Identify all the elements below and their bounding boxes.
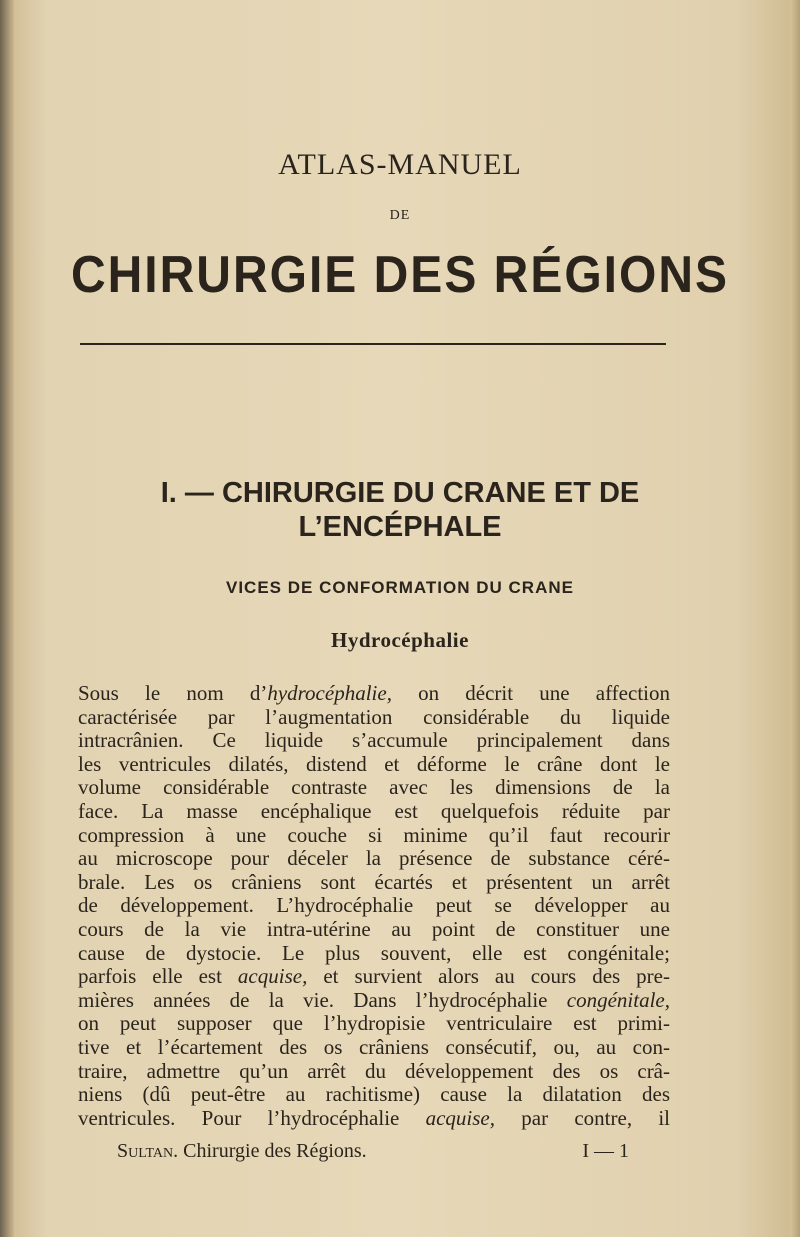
text-run: les ventricules dilatés, distend et déforme le crâne dont le [78,751,670,776]
text-run: intracrânien. Ce liquide s’accumule principalement dans [78,728,670,753]
text-run: face. La masse encéphalique est quelquefois réduite par [78,798,670,823]
footer-signature: I — 1 [582,1140,629,1162]
footer-author: Sultan. [117,1140,179,1162]
text-run: on peut supposer que l’hydropisie ventriculaire est primi- [78,1011,670,1036]
paragraph-line [78,894,670,918]
text-run: on décrit une affection [391,681,670,705]
paragraph-line [78,989,670,1013]
section-title-line-1: I. — CHIRURGIE DU CRANE ET DE [160,477,640,509]
paragraph-line [78,753,670,777]
text-run: niens (dû peut-être au rachitisme) cause la dilatation des [78,1082,670,1107]
text-run: compression à une couche si minime qu’il faut recourir [78,822,670,847]
paragraph-line [78,1107,670,1131]
page-binding-edge [0,0,14,1237]
book-title: CHIRURGIE DES RÉGIONS [70,246,730,305]
text-run: cours de la vie intra-utérine au point de constituer une [78,916,670,941]
paragraph-line [78,682,670,706]
atlas-manuel-heading: ATLAS-MANUEL [278,148,522,181]
italic-term: congénitale, [566,987,670,1012]
italic-term: acquise, [425,1105,496,1130]
text-run: mières années de la vie. Dans l’hydrocéphalie [78,987,567,1012]
de-heading: DE [389,208,411,223]
text-run: de développement. L’hydrocéphalie peut se développer au [78,893,670,918]
paragraph-line [78,1083,670,1107]
title-rule [80,343,666,345]
paragraph-line [78,706,670,730]
text-run: cause de dystocie. Le plus souvent, elle est congénitale; [78,940,670,965]
paragraph-line [78,847,670,871]
italic-term: hydrocéphalie, [267,681,392,705]
footer-running-title [117,1140,367,1163]
text-run: caractérisée par l’augmentation considérable du liquide [78,704,670,729]
hydrocephalie-heading: Hydrocéphalie [331,628,469,652]
paragraph-line [78,824,670,848]
paragraph-line [78,871,670,895]
paragraph-line [78,1060,670,1084]
footer-book: Chirurgie des Régions. [178,1140,367,1162]
text-run: volume considérable contraste avec les dimensions de la [78,775,670,800]
section-title [0,476,800,544]
text-run: et survient alors au cours des pre- [307,964,670,989]
paragraph-line [78,800,670,824]
subsection-title: VICES DE CONFORMATION DU CRANE [226,578,574,597]
page-footer [117,1140,629,1163]
text-run: parfois elle est [78,964,238,989]
paragraph-line [78,1036,670,1060]
text-run: au microscope pour déceler la présence de substance céré- [78,846,670,871]
text-run: par contre, il [495,1105,670,1130]
section-title-line-2: L’ENCÉPHALE [298,511,502,543]
paragraph-line [78,942,670,966]
page-right-edge [790,0,800,1237]
text-run: ventricules. Pour l’hydrocéphalie [78,1105,426,1130]
text-run: tive et l’écartement des os crâniens consécutif, ou, au con- [78,1034,670,1059]
body-paragraph [78,682,670,1130]
paragraph-line [78,1012,670,1036]
italic-term: acquise, [237,964,308,989]
paragraph-line [78,918,670,942]
paragraph-line [78,965,670,989]
text-run: brale. Les os crâniens sont écartés et présentent un arrêt [78,869,670,894]
text-run: traire, admettre qu’un arrêt du développement des os crâ- [78,1058,670,1083]
paragraph-line [78,776,670,800]
text-run: Sous le nom d’ [78,681,268,705]
paragraph-line [78,729,670,753]
